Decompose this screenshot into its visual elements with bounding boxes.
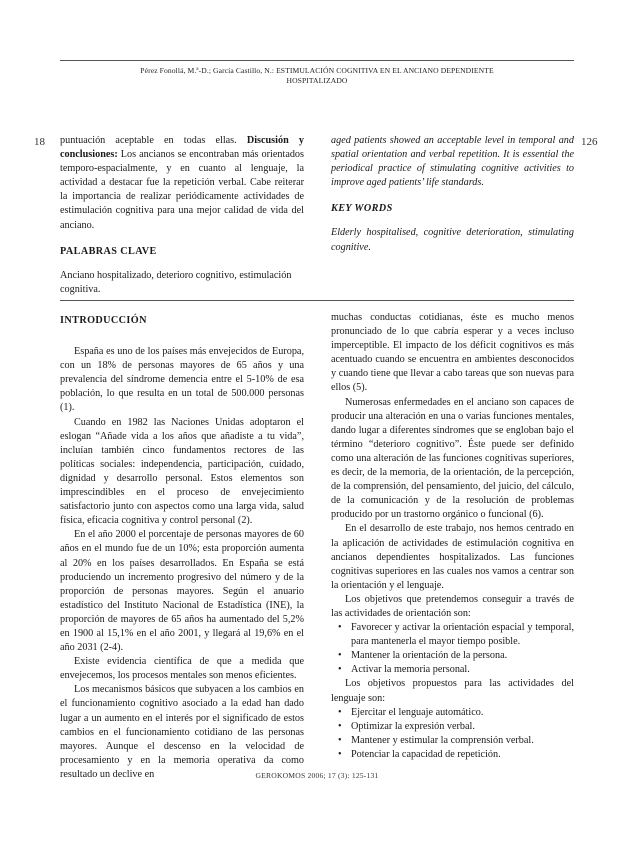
abstract-right-column <box>331 134 574 255</box>
section-divider <box>60 300 574 301</box>
discussion-label: Discusión y conclusiones: <box>60 135 304 161</box>
list-item-text: Activar la memoria personal. <box>351 664 470 676</box>
orientation-objectives-list <box>331 621 574 677</box>
list-item <box>331 649 574 663</box>
abstract-text-after: Los ancianos se encontraban más orientados temporo-espacialmente, y en cuanto al lenguaje, la actividad a destacar fue la repetición verbal. Cabe reiterar la importancia de realizar periódicamente actividades de estimulación cognitiva para una mejor calidad de vida del anciano. <box>60 149 304 231</box>
keywords-text: Anciano hospitalizado, deterioro cognitivo, estimulación cognitiva. <box>60 269 292 295</box>
list-item <box>331 706 574 720</box>
intro-paragraph: En el desarrollo de este trabajo, nos hemos centrado en la aplicación de actividades de estimulación cognitiva en ancianos dependientes hospitalizados. Las funciones cognitivas superiores en las cuales nos vamos a centrar son la orientación y el lenguaje. <box>331 523 574 591</box>
key-words-text: Elderly hospitalised, cognitive deterioration, stimulating cognitive. <box>331 227 574 253</box>
abstract-left-column <box>60 134 304 297</box>
abstract-conclusion-paragraph <box>60 134 304 233</box>
list-item-text: Mantener la orientación de la persona. <box>351 650 508 662</box>
keywords-heading: PALABRAS CLAVE <box>60 245 157 257</box>
running-head-line-2: HOSPITALIZADO <box>286 76 348 85</box>
list-item-text: Favorecer y activar la orientación espacial y temporal, para mantenerla el mayor tiempo posible. <box>351 622 574 648</box>
abstract-text-before: puntuación aceptable en todas ellas. <box>60 135 247 146</box>
intro-paragraph: Los objetivos que pretendemos conseguir a través de las actividades de orientación son: <box>331 593 574 619</box>
intro-left-column <box>60 314 304 782</box>
bullet-marker: • <box>338 622 342 634</box>
bullet-marker: • <box>338 650 342 662</box>
intro-paragraph: Los mecanismos básicos que subyacen a los cambios en el funcionamiento cognitivo asociado a la edad han dado lugar a un aumento en el interés por el significado de estos cambios en el funcionamiento cotidiano de las personas mayores. Aunque el descenso en la velocidad de procesamiento y en la memoria operativa da como resultado un declive en <box>60 684 304 780</box>
intro-right-column <box>331 311 574 762</box>
language-objectives-intro: Los objetivos propuestos para las actividades del lenguaje son: <box>331 678 574 704</box>
key-words-heading: KEY WORDS <box>331 203 393 215</box>
list-item-text: Ejercitar el lenguaje automático. <box>351 706 484 718</box>
intro-paragraph: Existe evidencia científica de que a medida que envejecemos, los procesos mentales son menos eficientes. <box>60 656 304 682</box>
bullet-marker: • <box>338 748 342 760</box>
top-rule <box>60 60 574 61</box>
list-item-text: Potenciar la capacidad de repetición. <box>351 748 501 760</box>
bullet-marker: • <box>338 706 342 718</box>
intro-paragraph: Numerosas enfermedades en el anciano son capaces de producir una alteración en una o varias funciones mentales, dando lugar a diferentes síndromes que se engloban bajo el término “deterioro cognitivo”. Éste puede ser definido como una alteración de las funciones cognitivas superiores, es decir, de la memoria, de la orientación, de la percepción, de la comprensión, del pensamiento, del juicio, del cálculo, de la comunicación y de la resolución de problemas producido por un trastorno orgánico o funcional (6). <box>331 396 574 521</box>
list-item <box>331 734 574 748</box>
intro-heading: INTRODUCCIÓN <box>60 315 147 326</box>
page-number-right: 126 <box>581 136 598 148</box>
list-item <box>331 621 574 649</box>
intro-paragraph: muchas conductas cotidianas, éste es mucho menos pronunciado de lo que cabría esperar y a veces incluso imperceptible. El impacto de los déficit cognitivos es más acentuado cuando se encuentra en ambientes desconocidos y cuando tiene que llevar a cabo tareas que son nuevas para ellos (5). <box>331 312 574 394</box>
bullet-marker: • <box>338 734 342 746</box>
list-item-text: Mantener y estimular la comprensión verbal. <box>351 734 534 746</box>
intro-paragraph: Cuando en 1982 las Naciones Unidas adoptaron el eslogan “Añade vida a los años que añadiste a tu vida”, incluían también cinco fundamentos rectores de las políticas sociales: independencia, participación, cuidado, dignidad y desarrollo personal. Estos elementos son imprescindibles en el proceso de envejecimiento satisfactorio junto con aspectos como una larga vida, salud física, eficacia cognitiva y control personal (2). <box>60 416 304 527</box>
list-item <box>331 663 574 677</box>
language-objectives-list <box>331 706 574 762</box>
abstract-english-text: aged patients showed an acceptable level in temporal and spatial orientation and verbal repetition. It is essential the periodical practice of stimulating cognitive activities to improve aged patients’ life standards. <box>331 135 574 189</box>
running-head-line-1: Pérez Fonollá, M.ª-D.; García Castillo, N.: ESTIMULACIÓN COGNITIVA EN EL ANCIANO DEPENDIENTE <box>140 66 494 75</box>
list-item <box>331 720 574 734</box>
footer-citation: GEROKOMOS 2006; 17 (3): 125-131 <box>255 771 379 780</box>
list-item <box>331 748 574 762</box>
bullet-marker: • <box>338 664 342 676</box>
bullet-marker: • <box>338 720 342 732</box>
intro-paragraph: En el año 2000 el porcentaje de personas mayores de 60 años en el mundo fue de un 10%; esta proporción aumenta al 20% en los países desarrollados. En España se está produciendo un incremento progresivo del número y de la proporción de personas mayores. Según el anuario estadístico del Instituto Nacional de Estadística (INE), la proporción de mayores de 65 años ha aumentado del 5,2% en 1900 al 15,1% en el año 2001, y llegará al 19,6% en el año 2031 (2-4). <box>60 529 304 654</box>
list-item-text: Optimizar la expresión verbal. <box>351 720 475 732</box>
running-head <box>60 66 574 86</box>
intro-paragraph: España es uno de los países más envejecidos de Europa, con un 18% de personas mayores de 65 años y una prevalencia del síndrome demencia entre el 5-10% de esa población, lo que resulta en un total de 500.000 personas (1). <box>60 346 304 414</box>
page-number-left: 18 <box>34 136 45 148</box>
